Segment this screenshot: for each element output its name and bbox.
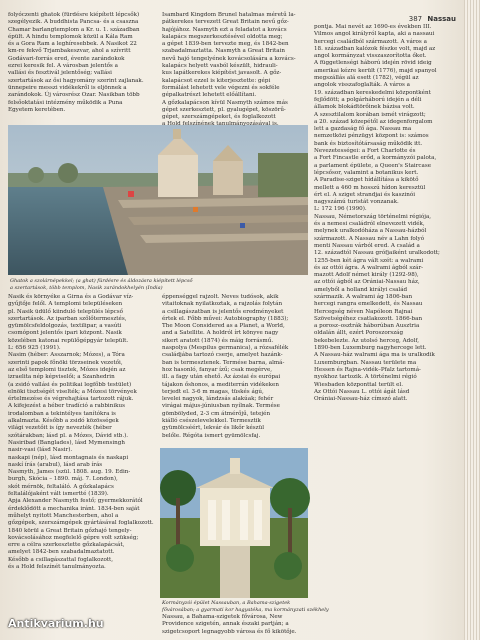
text-line: A szesztilalom korában ismét virágzott; bbox=[314, 111, 426, 118]
text-line: Nassau, a Bahama-szigetek fővárosa, New bbox=[162, 614, 283, 620]
text-line: 1890-ben Luxemburg nagyhercege lett. bbox=[314, 345, 427, 352]
text-line: kalapácsot ezzel is kiterjesztette: gépi bbox=[162, 77, 271, 84]
ghats-photo bbox=[8, 125, 308, 275]
text-line: gömbölyded, 2-3 cm átmérőjű, tetején bbox=[162, 410, 271, 417]
caption-line: Kormányzói épület Nassauban, a Bahama-szigetek bbox=[162, 600, 291, 606]
text-line: (a zsidó vallási és politikai legfőbb testület) bbox=[8, 381, 132, 388]
text-line: családjába tartozó cserje, amelyet hazánk- bbox=[162, 352, 283, 359]
text-line: éppenséggel rajzolt. Neves tudósok, akik bbox=[162, 294, 279, 300]
text-line: A függetlenségi háború idején rövid ideig bbox=[314, 60, 432, 67]
text-line: pontja. Mai nevét az 1690-es években III. bbox=[314, 24, 432, 30]
text-line: szertartások. Az iparban szőlőtermesztés, bbox=[8, 315, 127, 322]
text-line: nyokhoz tartozik. A történelmi régió bbox=[314, 374, 417, 381]
text-line: and a Satellite. A holdról írt könyve nagy bbox=[162, 330, 279, 337]
text-line: ünnepeire messzi vidékekről is eljönnek a bbox=[8, 84, 127, 91]
text-line: gyümölcséért, lekvár és likőr készül bbox=[162, 425, 264, 432]
text-line: 1840 körül a Great Britain gőzhajó tengely- bbox=[8, 527, 132, 534]
text-line: kovácsolásához megfelelő gépre volt szükség; bbox=[8, 534, 139, 541]
text-line: The Moon Considered as a Planet, a World, bbox=[162, 323, 285, 330]
col1-top-text bbox=[8, 12, 153, 122]
text-line: kalapács megszerkesztésével oldotta meg; bbox=[162, 33, 283, 40]
text-line: tájakon őshonos, a mediterrán vidékeken bbox=[162, 381, 279, 388]
text-line: zarándokok. Új városrész Ozar. Nasikban több bbox=[8, 92, 140, 99]
text-line: elnöki tisztségét viselték; a Mózesi törvények bbox=[8, 388, 137, 395]
ghats-photo-caption bbox=[10, 278, 310, 293]
text-line: lépcsősor, valamint a botanikus kert. bbox=[314, 169, 419, 176]
text-line: 12. századtól Nassau grófjaiként uralkodott; bbox=[314, 250, 440, 257]
text-line: L: 172 196 (1990). bbox=[314, 206, 367, 213]
text-line: gőzgépek, szerszámgépek gyártásával foglalkozott. bbox=[8, 520, 154, 527]
text-line: belőle. Régóta ismert gyümölcsfaj. bbox=[162, 432, 261, 439]
text-line: ban is termesztenek. Termése barna, almá- bbox=[162, 359, 285, 366]
text-line: gépet szerkesztett, pl. gyalugépet, köszörű- bbox=[162, 106, 286, 113]
text-line: folyóczenti ghatok (fürdésre kiépített lépcsők) bbox=[8, 12, 140, 18]
text-line: Nasiribad (Banglades), lásd Mymensingh bbox=[8, 439, 125, 446]
text-line: km-re fekvő Trjambakeszvar, ahol a szívritt bbox=[8, 48, 131, 55]
col2-end-text bbox=[162, 614, 307, 638]
text-line: szótárakban; lásd pl. a Mózes, Dávid stb.). bbox=[8, 432, 129, 439]
text-line: ill. a fagy után ehető. Az ázsiai és európai bbox=[162, 374, 281, 381]
text-line: a 20. század közepétől az idegenforgalom bbox=[314, 118, 433, 125]
ghats-photo-image bbox=[8, 125, 308, 275]
text-line: és a Gora Ram a leghíresebbek. A Nasikot 22 bbox=[8, 41, 137, 48]
text-line: és a nemesi családról elnevezett vidék, bbox=[314, 221, 425, 228]
text-line: szertartások az ősi hagyomány szerint zajlanak. bbox=[8, 77, 144, 84]
text-line: amerikai kézre került (1776), majd spanyol bbox=[314, 67, 437, 74]
text-line: Nasmyth, James (szül. 1808. aug. 19. Edin- bbox=[8, 469, 131, 476]
text-line: melynek uralkodóháza a Nassau-házból bbox=[314, 228, 427, 235]
text-line: Vilmos angol királyról kapta, aki a nassaui bbox=[314, 31, 435, 38]
text-line: vitaitoknak nyilatkoztak, a rajzolás folytán bbox=[162, 301, 283, 308]
text-line: terjedt el. 3-6 m magas, tüskés ágú, bbox=[162, 388, 264, 395]
text-line: a gépet 1839-ben tervezte meg, és 1842-ben bbox=[162, 41, 289, 48]
text-line: pl. Nasik üdülő kiinduló település lépcső bbox=[8, 308, 124, 315]
text-line: 19. században kereskedelmi központként bbox=[314, 89, 431, 96]
text-line: nevű hajó tengelyének kovácsolására a kovács- bbox=[162, 55, 296, 62]
col3-text bbox=[314, 24, 460, 636]
text-line: gyümölcsfeldolgozás, textilipar, a vasúti bbox=[8, 323, 122, 330]
text-line: Nasim (héber: Asszarnok; Mózes), a Tóra bbox=[8, 352, 125, 359]
text-line: kalapács helyett vasból készült, hidrauli- bbox=[162, 63, 278, 70]
text-line: államok blokádtörőinek bázisa volt. bbox=[314, 104, 415, 111]
text-line: és az ottói ágra. A walrami ágból szár- bbox=[314, 264, 424, 271]
text-line: irodalomban a tekintélyes tanítókra is bbox=[8, 410, 116, 417]
col2-top-text bbox=[162, 12, 307, 128]
text-line: Nevezetességei: a Fort Charlotte és bbox=[314, 148, 416, 155]
text-line: pátkerekes tervezett Great Britain nevű gőz- bbox=[162, 19, 289, 26]
text-line: Nassau, Németország történelmi régiója, bbox=[314, 213, 432, 220]
caption-line: a szertartások, több templom, Nasik zarándokhelyén (India) bbox=[10, 285, 163, 292]
text-line: Egyetem keretében. bbox=[8, 106, 66, 113]
text-line: gyűjtője felől. A templomi településeken bbox=[8, 301, 123, 308]
text-line: 1255-ben két ágra vált szét: a walrami bbox=[314, 257, 424, 264]
running-title: Nassau bbox=[427, 15, 456, 23]
text-line: kus lapátkerekes kiépítést javasolt. A gőz- bbox=[162, 70, 282, 77]
text-line: a porosz–osztrák háborúban Ausztria bbox=[314, 323, 420, 330]
text-line: 18. században kalózok fészke volt, majd az bbox=[314, 45, 436, 52]
nassau-photo-image bbox=[160, 448, 308, 598]
page-header bbox=[409, 15, 456, 23]
text-line: vallási és fesztivál jelentőség; vallási bbox=[8, 70, 112, 77]
text-line: közelében katonai repülőgépgyár települt. bbox=[8, 337, 129, 344]
text-line: szegélyezik. A buddhista Pancsa- és a csaszna bbox=[8, 19, 139, 26]
text-line: hercegi családból származott. A város a bbox=[314, 38, 427, 45]
text-line: Nasik és környéke a Girna és a Godávar víz- bbox=[8, 294, 134, 300]
text-line: amelyből a holland királyi család bbox=[314, 286, 408, 293]
text-line: hoz hasonló, fanyar ízű; csak megérve, bbox=[162, 366, 273, 373]
text-line: a Hold felszínének tanulmányozásával is. bbox=[162, 121, 279, 128]
page-number: 387 bbox=[408, 15, 423, 23]
text-line: Hessen és Rajna-vidék–Pfalz tartomá- bbox=[314, 366, 421, 373]
text-line: A Paradise-sziget hídállítása a kikötő bbox=[314, 177, 419, 184]
page-edge bbox=[464, 0, 480, 640]
caption-line: fővárosában; a gyarmati kor hagyatéka, ma kormányzati székhely bbox=[162, 607, 329, 614]
text-line: nasir-vasi (lásd Nasir). bbox=[8, 447, 73, 454]
text-line: a Fort Fincastle erőd, a kormányzói palota, bbox=[314, 155, 437, 162]
text-line: Godávari-forrás ered, évente zarándokok bbox=[8, 55, 125, 62]
watermark: Antikvarium.hu bbox=[8, 617, 104, 630]
text-line: alkalmazta. Később a zsidó közösségek bbox=[8, 418, 119, 425]
text-line: A Nassau-ház walrami ága ma is uralkodik bbox=[314, 352, 435, 359]
text-line: ért el. A sziget strandjai és kaszinói bbox=[314, 191, 416, 198]
text-line: a parlament épülete, a Queen's Staircase bbox=[314, 162, 432, 169]
text-line: naskí írás (arabul), lásd arab írás bbox=[8, 461, 103, 468]
nassau-photo bbox=[160, 448, 308, 598]
text-line: épült. A hindu templomok közül a Kála Ram bbox=[8, 33, 133, 40]
text-line: hercegi rangra emelkedett, és Nassau bbox=[314, 301, 423, 308]
text-line: fejlődött; a polgárháború idején a déli bbox=[314, 96, 422, 103]
text-line: A kifejezést a héber tradíció a rabbinikus bbox=[8, 403, 125, 410]
text-line: nagyszámú turistát vonzanak. bbox=[314, 199, 399, 206]
text-line: Providence szigetén, annak északi partján; a bbox=[162, 621, 289, 628]
text-line: származott. A Nassau név a Lahn folyó bbox=[314, 235, 425, 242]
text-line: és a Hold felszínét tanulmányozta. bbox=[8, 563, 106, 570]
text-line: szigetcsoport legnagyobb városa és fő kikötője. bbox=[162, 628, 297, 635]
text-line: skót mérnök, feltaláló. A gőzkalapács bbox=[8, 483, 114, 490]
caption-line: Ghatok a szolárnépekkel; (a ghat) fürdésre és áldozásra kiépített lépcső bbox=[10, 278, 193, 284]
text-line: feltalálójaként vált ismertté (1839). bbox=[8, 491, 109, 498]
text-line: burgh, Skócia – 1890. máj. 7. London), bbox=[8, 476, 118, 483]
text-line: az első templomi tisztek, Mózes idején az bbox=[8, 366, 126, 373]
text-line: ezrei keresik fel. A városban jelentős a bbox=[8, 63, 118, 70]
text-line: Hercegség néven Napóleon Rajnai bbox=[314, 308, 413, 315]
text-line: értelmezése és végrehajtása tartozott rájuk. bbox=[8, 396, 134, 403]
text-line: hajójához. Nasmyth ezt a feladatot a kovács bbox=[162, 26, 287, 33]
text-line: angol kormányzat visszaszorította őket. bbox=[314, 53, 427, 60]
text-line: L: 656 925 (1991). bbox=[8, 345, 61, 352]
text-line: oldalán állt, ezért Poroszország bbox=[314, 330, 404, 337]
text-line: Apja Alexander Nasmyth festő; gyermekkorától bbox=[8, 498, 143, 505]
text-line: nemzetközi pénzügyi központ is: számos bbox=[314, 133, 429, 140]
text-line: kiálló csészelevelekkel. Termesztik bbox=[162, 418, 261, 425]
text-line: értek el. Főbb művei: Autobiography (1883); bbox=[162, 315, 289, 322]
text-line: naspolya (Mespilus germanica), a rózsafélék bbox=[162, 345, 289, 352]
nassau-photo-caption bbox=[162, 600, 329, 615]
text-line: formálást lehetett vele végezni és sokféle bbox=[162, 84, 280, 91]
text-line: Orániai-Nassau-ház címszó alatt. bbox=[314, 396, 408, 403]
text-line: izraelita nép képviselői; a Szanhedrin bbox=[8, 374, 115, 381]
text-line: az ottói ágból az Orániai-Nassau ház, bbox=[314, 279, 420, 286]
text-line: műhelyt nyitott Manchesterben, ahol a bbox=[8, 512, 119, 519]
text-line: Az Ottói Nassau L. ottói ágát lásd bbox=[314, 388, 410, 395]
text-line: Wiesbaden központtal terült el. bbox=[314, 381, 403, 388]
text-line: menti Nassau várból ered. A család a bbox=[314, 242, 420, 249]
text-line: mellett a 460 m hosszú hídon keresztül bbox=[314, 184, 426, 191]
text-line: gépet, szerszámgépeket, és foglalkozott bbox=[162, 114, 276, 121]
text-line: származik. A walrami ág 1806-ban bbox=[314, 293, 413, 300]
text-line: mazott Adolf német király (1292-98), bbox=[314, 272, 419, 279]
text-line: Isambard Kingdom Brunel hatalmas méretű la- bbox=[162, 12, 296, 18]
text-line: a csillagászatban is jelentős eredményeket bbox=[162, 308, 284, 315]
text-line: bank és biztosítótársaság működik itt. bbox=[314, 140, 423, 147]
text-line: amelyet 1842-ben szabadalmaztatott. bbox=[8, 549, 115, 556]
text-line: levelei nagyok, lándzsás alakúak; fehér bbox=[162, 396, 274, 403]
text-line: erre a célra szerkesztette gőzkalapácsát, bbox=[8, 542, 125, 549]
col1-bottom-text bbox=[8, 294, 153, 634]
text-line: megszállás alá esett (1782), végül az bbox=[314, 75, 419, 82]
text-line: Szövetségéhez csatlakozott. 1866-ban bbox=[314, 315, 423, 322]
text-line: lett a gazdaság fő ága. Nassau ma bbox=[314, 126, 412, 133]
text-line: virágai május-júniusban nyílnak. Termése bbox=[162, 403, 280, 410]
text-line: Később a csillagászattal foglalkozott, bbox=[8, 556, 114, 563]
text-line: gépalkatrészt lehetett előállítani. bbox=[162, 92, 257, 99]
text-line: sikert aratott (1874) és máig forrásmű. bbox=[162, 337, 274, 344]
text-line: világi vezetőit is így nevezték (héber bbox=[8, 425, 112, 432]
text-line: A gőzkalapácson kívül Nasmyth számos más bbox=[162, 99, 288, 106]
text-line: Chamar barlangtemplom a Kr. u. 1. században bbox=[8, 26, 140, 33]
text-line: szabadalmaztatta. Nasmyth a Great Britain bbox=[162, 48, 285, 55]
col2-bottom-text bbox=[162, 294, 307, 444]
text-line: érdeklődött a mechanika iránt. 1834-ben saját bbox=[8, 505, 140, 512]
text-line: csomópont jelentős ipari központ. Nasik bbox=[8, 330, 122, 337]
text-line: felsőoktatási intézmény működik a Puna bbox=[8, 99, 123, 106]
text-line: Luxemburgban. Nassau területe ma bbox=[314, 359, 417, 366]
text-line: angolok visszafoglalták. A város a bbox=[314, 82, 410, 89]
text-line: szerinti papok főnöki törzseinek vezetői, bbox=[8, 359, 123, 366]
text-line: naskapi (nép), lásd montagnais és naskapi bbox=[8, 454, 129, 461]
text-line: bekebelezte. Az utolsó herceg, Adolf, bbox=[314, 337, 420, 344]
